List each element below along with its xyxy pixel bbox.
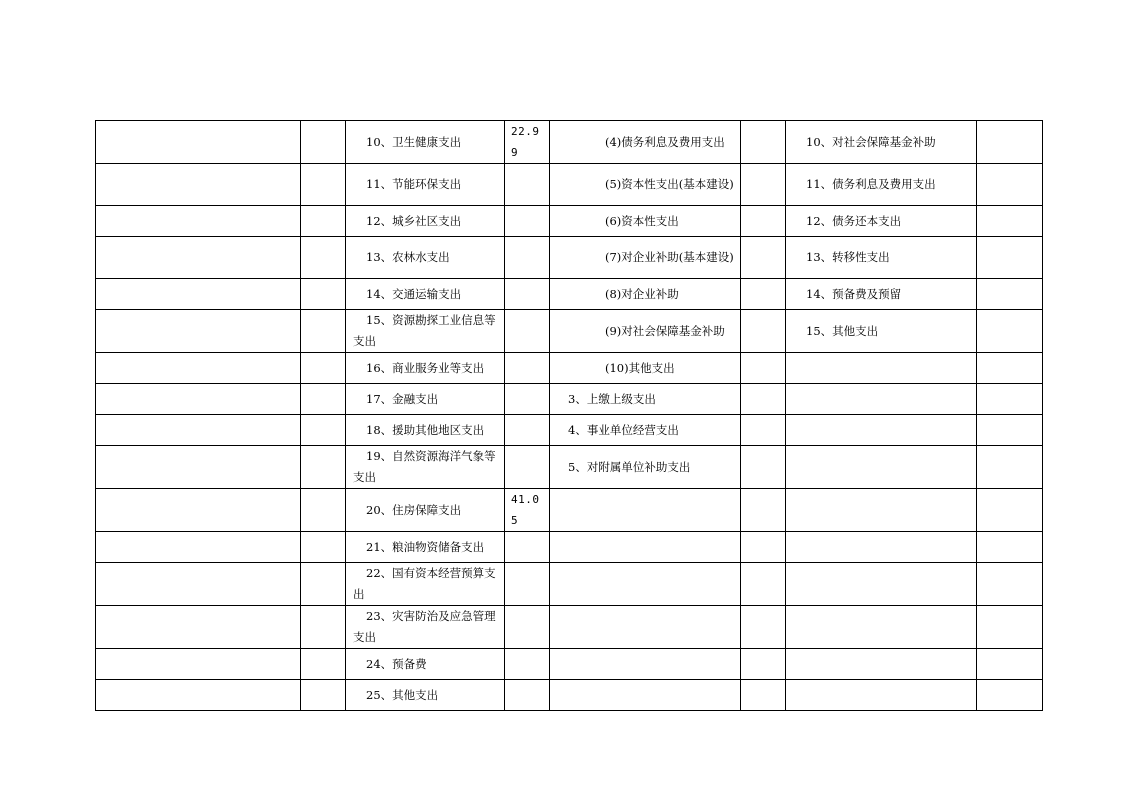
expense-amount-cell [505, 563, 550, 606]
econ-item-text: (4)债务利息及费用支出 [605, 134, 725, 149]
econ-item-text: (5)资本性支出(基本建设) [605, 177, 734, 191]
govecon-item-cell [786, 415, 977, 446]
econ-amount-cell [741, 384, 786, 415]
table-row [96, 206, 1043, 237]
table-row [96, 164, 1043, 206]
expense-item-text: 18、援助其他地区支出 [366, 422, 485, 437]
econ-amount-cell [741, 164, 786, 206]
income-amount-cell [301, 279, 346, 310]
expense-item-text: 11、节能环保支出 [366, 177, 462, 191]
econ-item-cell [550, 563, 741, 606]
income-item-cell [96, 563, 301, 606]
econ-item-text: (10)其他支出 [605, 360, 675, 375]
econ-item-cell [550, 164, 741, 206]
expense-item-text: 10、卫生健康支出 [366, 134, 462, 149]
income-item-cell [96, 532, 301, 563]
govecon-item-cell [786, 164, 977, 206]
expense-amount-cell [505, 279, 550, 310]
govecon-amount-cell [977, 680, 1043, 711]
expense-item-cell [346, 649, 505, 680]
econ-item-cell [550, 606, 741, 649]
econ-item-cell [550, 237, 741, 279]
income-item-cell [96, 415, 301, 446]
govecon-item-cell [786, 384, 977, 415]
expense-amount-cell [505, 532, 550, 563]
econ-amount-cell [741, 237, 786, 279]
govecon-amount-cell [977, 606, 1043, 649]
expense-item-cell [346, 532, 505, 563]
table-row [96, 563, 1043, 606]
expense-amount-cell [505, 164, 550, 206]
govecon-amount-cell [977, 121, 1043, 164]
govecon-amount-cell [977, 446, 1043, 489]
econ-item-cell [550, 310, 741, 353]
econ-amount-cell [741, 310, 786, 353]
govecon-item-text: 15、其他支出 [806, 323, 879, 338]
econ-item-text: (6)资本性支出 [605, 213, 679, 228]
econ-item-cell [550, 415, 741, 446]
table-row [96, 489, 1043, 532]
govecon-item-cell [786, 121, 977, 164]
income-amount-cell [301, 164, 346, 206]
table-row [96, 532, 1043, 563]
econ-item-cell [550, 446, 741, 489]
govecon-amount-cell [977, 532, 1043, 563]
expense-amount-cell [505, 384, 550, 415]
econ-amount-cell [741, 563, 786, 606]
govecon-item-cell [786, 606, 977, 649]
govecon-amount-cell [977, 237, 1043, 279]
expense-item-text: 23、灾害防治及应急管理支出 [353, 609, 496, 644]
expense-item-text: 22、国有资本经营预算支出 [353, 566, 496, 601]
income-item-cell [96, 384, 301, 415]
econ-item-cell [550, 489, 741, 532]
econ-item-text: 4、事业单位经营支出 [568, 422, 679, 437]
econ-amount-cell [741, 489, 786, 532]
expense-item-text: 21、粮油物资储备支出 [366, 539, 485, 554]
econ-item-text: (9)对社会保障基金补助 [605, 323, 725, 338]
table-row [96, 121, 1043, 164]
govecon-amount-cell [977, 164, 1043, 206]
expense-item-cell [346, 206, 505, 237]
expense-amount-cell [505, 680, 550, 711]
govecon-item-cell [786, 310, 977, 353]
expense-item-cell [346, 237, 505, 279]
expense-item-text: 13、农林水支出 [366, 250, 450, 264]
econ-item-cell [550, 121, 741, 164]
econ-amount-cell [741, 279, 786, 310]
income-amount-cell [301, 446, 346, 489]
table-body [96, 121, 1043, 711]
expense-item-text: 15、资源勘探工业信息等支出 [353, 313, 496, 348]
expense-amount-cell [505, 489, 550, 532]
income-item-cell [96, 649, 301, 680]
expense-amount-cell [505, 415, 550, 446]
expense-item-cell [346, 606, 505, 649]
expense-item-text: 19、自然资源海洋气象等支出 [353, 449, 496, 484]
govecon-amount-cell [977, 649, 1043, 680]
income-amount-cell [301, 606, 346, 649]
econ-amount-cell [741, 415, 786, 446]
econ-item-cell [550, 532, 741, 563]
table-row [96, 415, 1043, 446]
income-item-cell [96, 680, 301, 711]
expense-item-cell [346, 310, 505, 353]
govecon-item-text: 12、债务还本支出 [806, 213, 902, 228]
expense-item-text: 25、其他支出 [366, 687, 439, 702]
expense-amount-cell [505, 310, 550, 353]
govecon-amount-cell [977, 206, 1043, 237]
budget-table [95, 120, 1043, 711]
govecon-amount-cell [977, 384, 1043, 415]
income-amount-cell [301, 384, 346, 415]
expense-amount-cell [505, 121, 550, 164]
govecon-item-text: 11、债务利息及费用支出 [806, 177, 936, 191]
expense-item-cell [346, 446, 505, 489]
econ-item-cell [550, 279, 741, 310]
expense-amount-text: 41.05 [511, 493, 540, 527]
econ-amount-cell [741, 206, 786, 237]
econ-item-cell [550, 206, 741, 237]
income-item-cell [96, 164, 301, 206]
expense-amount-text: 22.99 [511, 125, 540, 159]
table-row [96, 310, 1043, 353]
table-row [96, 237, 1043, 279]
econ-amount-cell [741, 680, 786, 711]
income-amount-cell [301, 680, 346, 711]
expense-item-text: 24、预备费 [366, 656, 427, 671]
econ-amount-cell [741, 606, 786, 649]
econ-amount-cell [741, 532, 786, 563]
expense-item-text: 17、金融支出 [366, 391, 439, 406]
govecon-item-cell [786, 206, 977, 237]
table-row [96, 384, 1043, 415]
income-amount-cell [301, 489, 346, 532]
expense-item-text: 20、住房保障支出 [366, 502, 462, 517]
econ-item-cell [550, 384, 741, 415]
income-item-cell [96, 310, 301, 353]
govecon-item-cell [786, 353, 977, 384]
expense-item-cell [346, 164, 505, 206]
expense-amount-cell [505, 206, 550, 237]
income-amount-cell [301, 415, 346, 446]
govecon-amount-cell [977, 563, 1043, 606]
govecon-item-cell [786, 237, 977, 279]
income-amount-cell [301, 310, 346, 353]
table-row [96, 606, 1043, 649]
govecon-amount-cell [977, 279, 1043, 310]
govecon-item-cell [786, 279, 977, 310]
econ-amount-cell [741, 353, 786, 384]
expense-amount-cell [505, 237, 550, 279]
govecon-item-cell [786, 649, 977, 680]
econ-item-cell [550, 649, 741, 680]
income-amount-cell [301, 237, 346, 279]
expense-item-text: 14、交通运输支出 [366, 286, 462, 301]
econ-item-cell [550, 353, 741, 384]
income-item-cell [96, 206, 301, 237]
govecon-item-cell [786, 532, 977, 563]
expense-item-cell [346, 680, 505, 711]
income-amount-cell [301, 649, 346, 680]
econ-amount-cell [741, 649, 786, 680]
income-amount-cell [301, 121, 346, 164]
expense-item-cell [346, 489, 505, 532]
table-row [96, 279, 1043, 310]
govecon-item-cell [786, 680, 977, 711]
econ-item-text: (8)对企业补助 [605, 286, 679, 301]
expense-amount-cell [505, 353, 550, 384]
income-item-cell [96, 237, 301, 279]
govecon-item-cell [786, 489, 977, 532]
income-item-cell [96, 279, 301, 310]
income-item-cell [96, 446, 301, 489]
expense-item-text: 16、商业服务业等支出 [366, 360, 485, 375]
govecon-amount-cell [977, 489, 1043, 532]
income-item-cell [96, 353, 301, 384]
govecon-item-text: 14、预备费及预留 [806, 286, 902, 301]
govecon-amount-cell [977, 415, 1043, 446]
expense-item-cell [346, 279, 505, 310]
govecon-amount-cell [977, 353, 1043, 384]
econ-item-cell [550, 680, 741, 711]
expense-item-cell [346, 384, 505, 415]
expense-amount-cell [505, 649, 550, 680]
govecon-item-text: 10、对社会保障基金补助 [806, 134, 936, 149]
income-amount-cell [301, 353, 346, 384]
expense-amount-cell [505, 606, 550, 649]
expense-amount-cell [505, 446, 550, 489]
econ-item-text: 5、对附属单位补助支出 [568, 459, 691, 474]
econ-amount-cell [741, 121, 786, 164]
govecon-amount-cell [977, 310, 1043, 353]
table-row [96, 446, 1043, 489]
expense-item-cell [346, 353, 505, 384]
table-row [96, 353, 1043, 384]
expense-item-cell [346, 415, 505, 446]
income-item-cell [96, 489, 301, 532]
expense-item-text: 12、城乡社区支出 [366, 213, 462, 228]
expense-item-cell [346, 563, 505, 606]
table-row [96, 649, 1043, 680]
econ-item-text: (7)对企业补助(基本建设) [605, 250, 734, 264]
income-amount-cell [301, 206, 346, 237]
govecon-item-cell [786, 563, 977, 606]
income-item-cell [96, 121, 301, 164]
govecon-item-text: 13、转移性支出 [806, 250, 890, 264]
econ-item-text: 3、上缴上级支出 [568, 391, 656, 406]
govecon-item-cell [786, 446, 977, 489]
income-item-cell [96, 606, 301, 649]
income-amount-cell [301, 532, 346, 563]
econ-amount-cell [741, 446, 786, 489]
income-amount-cell [301, 563, 346, 606]
expense-item-cell [346, 121, 505, 164]
table-row [96, 680, 1043, 711]
